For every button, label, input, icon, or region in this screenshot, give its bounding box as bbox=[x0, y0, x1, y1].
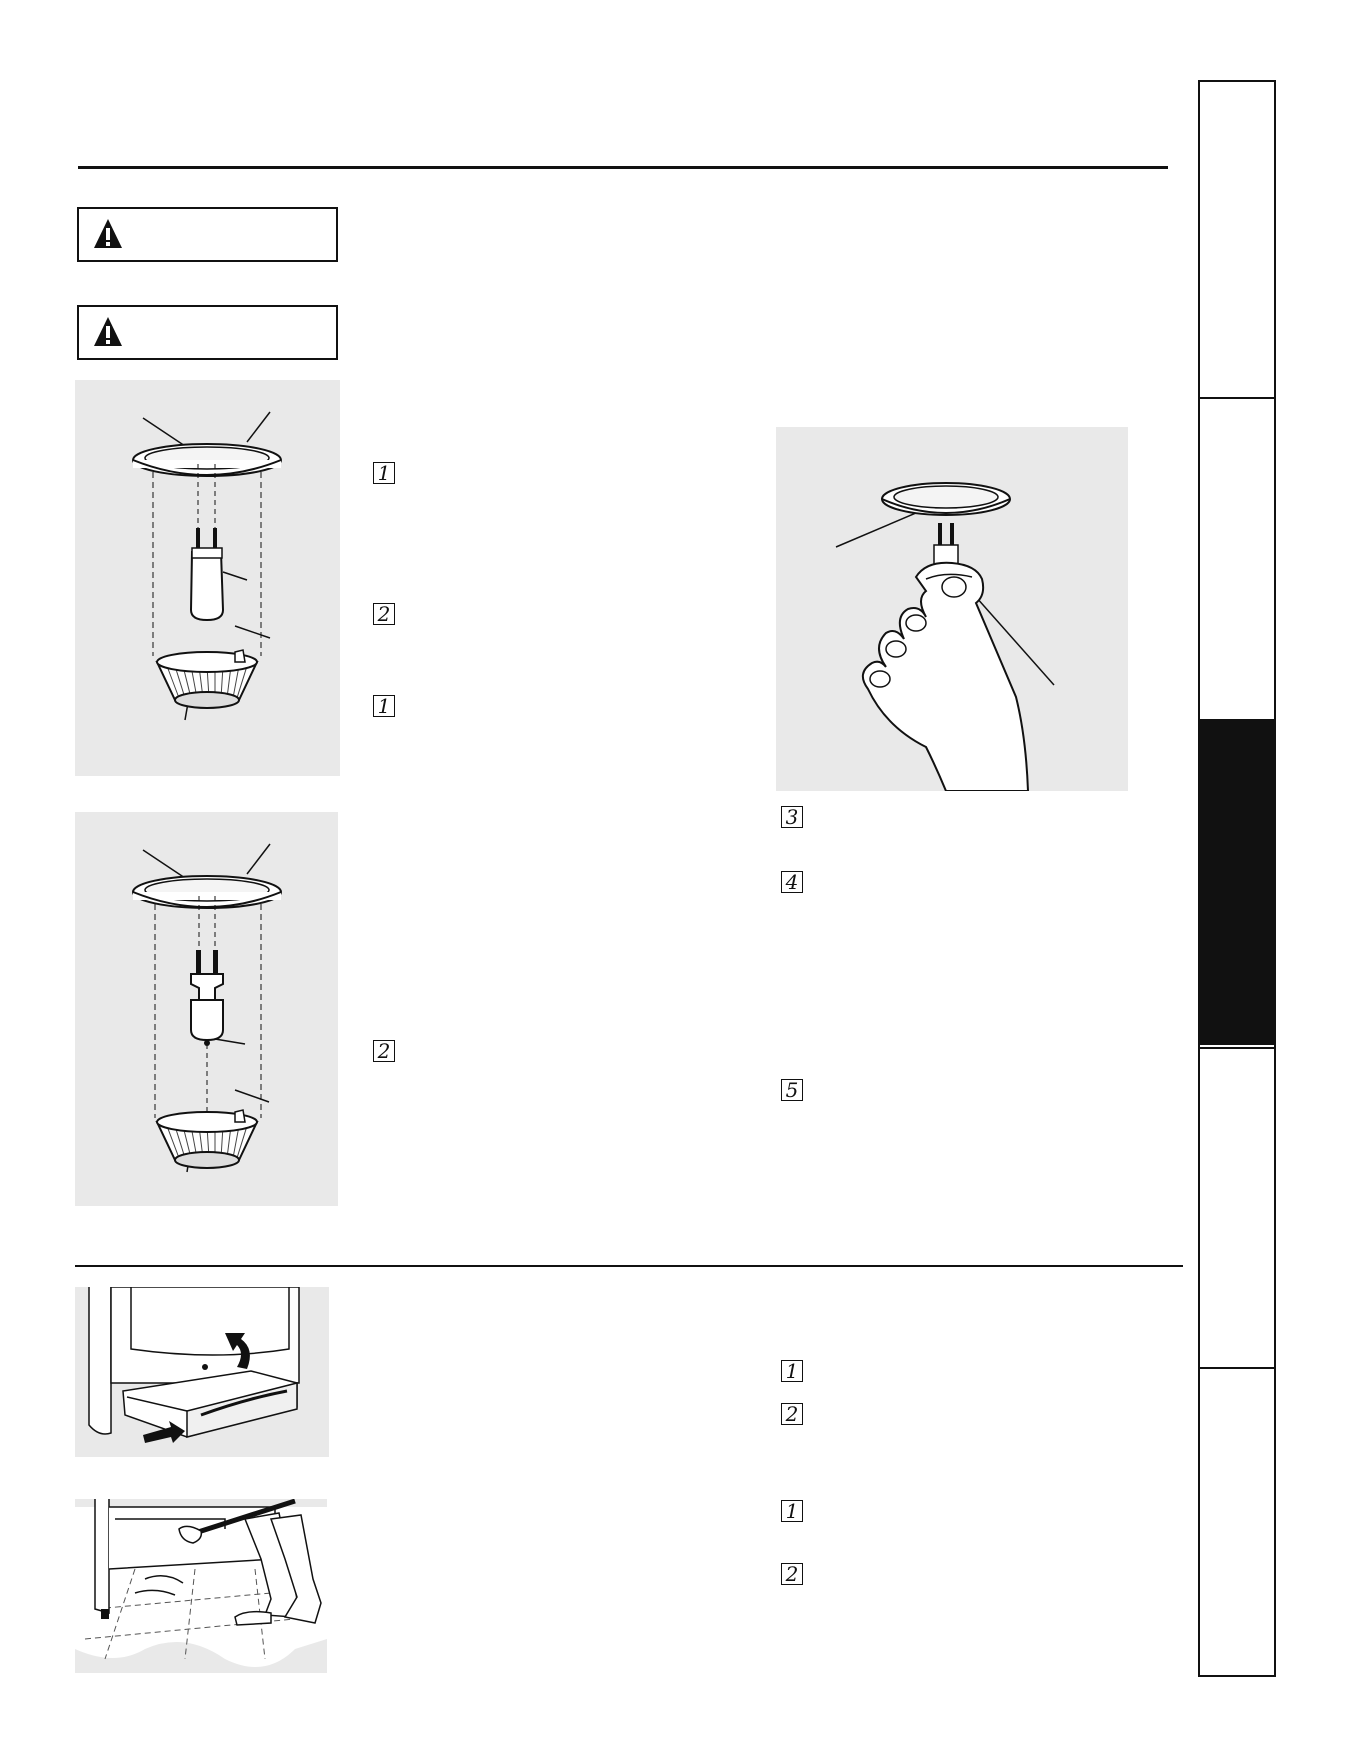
step-number-box: 1 bbox=[781, 1500, 803, 1522]
step-number-box: 5 bbox=[781, 1079, 803, 1101]
section-tab-strip bbox=[1198, 80, 1276, 1677]
warning-box-1 bbox=[77, 207, 338, 262]
lamp-exploded-illustration-2 bbox=[75, 812, 338, 1206]
step-number-box: 2 bbox=[373, 603, 395, 625]
warning-triangle-icon bbox=[93, 316, 123, 348]
step-number-box: 4 bbox=[781, 871, 803, 893]
warning-triangle-icon bbox=[93, 218, 123, 250]
step-number-box: 3 bbox=[781, 806, 803, 828]
hand-installing-bulb-illustration bbox=[776, 427, 1128, 791]
section-tab-4[interactable] bbox=[1200, 1049, 1274, 1367]
step-number-box: 1 bbox=[781, 1360, 803, 1382]
section-tab-1[interactable] bbox=[1200, 82, 1274, 397]
drawer-removal-illustration bbox=[75, 1287, 329, 1457]
warning-box-2 bbox=[77, 305, 338, 360]
cleaning-under-range-illustration bbox=[75, 1499, 327, 1673]
step-number-box: 1 bbox=[373, 462, 395, 484]
section-tab-2[interactable] bbox=[1200, 399, 1274, 719]
step-number-box: 2 bbox=[781, 1563, 803, 1585]
step-number-box: 2 bbox=[781, 1403, 803, 1425]
section-tab-3-active[interactable] bbox=[1200, 719, 1274, 1045]
step-number-box: 1 bbox=[373, 695, 395, 717]
section-divider-rule bbox=[75, 1265, 1183, 1267]
lamp-exploded-illustration-1 bbox=[75, 380, 340, 776]
step-number-box: 2 bbox=[373, 1040, 395, 1062]
section-tab-5[interactable] bbox=[1200, 1369, 1274, 1675]
header-rule bbox=[78, 166, 1168, 169]
